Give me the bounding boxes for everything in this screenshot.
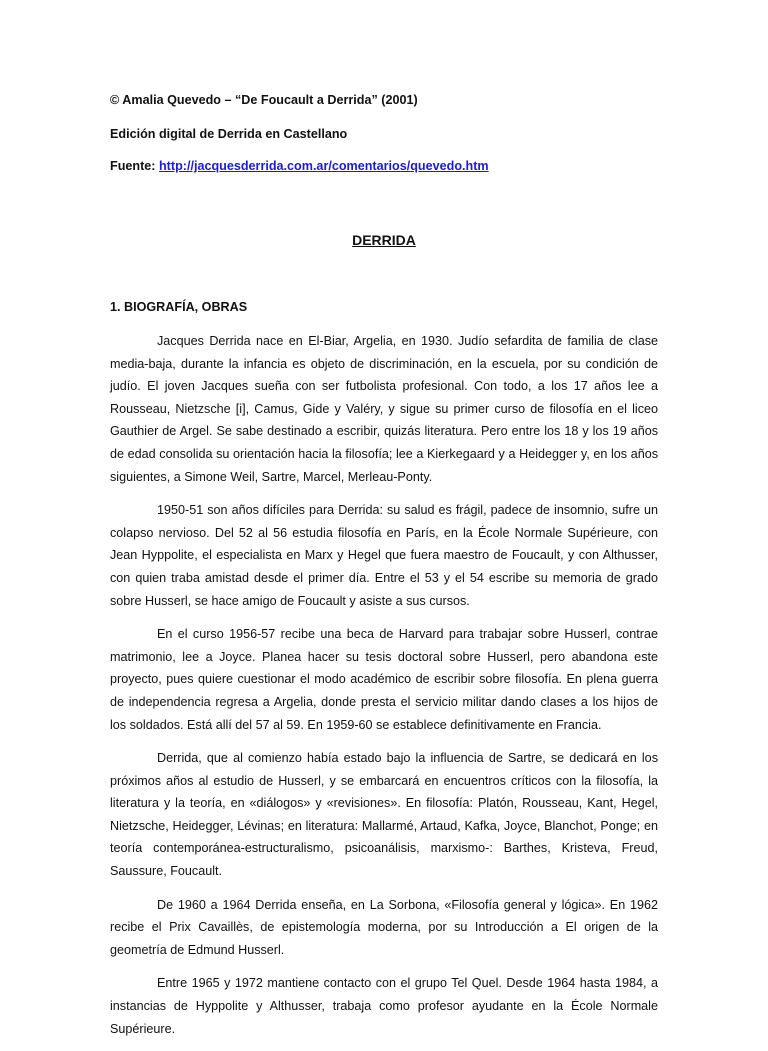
source-label: Fuente: — [110, 159, 156, 173]
paragraph-2: 1950-51 son años difíciles para Derrida: su salud es frágil, padece de insomnio, sufre un colapso nervioso. Del 52 al 56 estudia filosofía en París, en la École Normale Supérieure, con Jean Hyppolite, el especialista en Marx y Hegel que fuera maestro de Foucault, y con Althusser, con quien traba amistad desde el primer día. Entre el 53 y el 54 escribe su memoria de grado sobre Husserl, se hace amigo de Foucault y asiste a sus cursos. — [110, 503, 658, 608]
source-line — [110, 158, 489, 174]
page-title: DERRIDA — [352, 232, 416, 248]
copyright-line: © Amalia Quevedo – “De Foucault a Derrida” (2001) — [110, 93, 418, 107]
paragraph-3: En el curso 1956-57 recibe una beca de Harvard para trabajar sobre Husserl, contrae matrimonio, lee a Joyce. Planea hacer su tesis doctoral sobre Husserl, pero abandona este proyecto, pues quiere cuestionar el modo académico de escribir sobre filosofía. En plena guerra de independencia regresa a Argelia, donde presta el servicio militar dando clases a los hijos de los soldados. Está allí del 57 al 59. En 1959-60 se establece definitivamente en Francia. — [110, 627, 658, 732]
section-heading: 1. BIOGRAFÍA, OBRAS — [110, 300, 248, 314]
source-link[interactable]: http://jacquesderrida.com.ar/comentarios/quevedo.htm — [158, 159, 489, 173]
edition-line: Edición digital de Derrida en Castellano — [110, 127, 348, 141]
paragraph-1: Jacques Derrida nace en El-Biar, Argelia, en 1930. Judío sefardita de familia de clase media-baja, durante la infancia es objeto de discriminación, en la escuela, por su condición de judío. El joven Jacques sueña con ser futbolista profesional. Con todo, a los 17 años lee a Rousseau, Nietzsche [i], Camus, Gide y Valéry, y sigue su primer curso de filosofía en el liceo Gauthier de Argel. Se sabe destinado a escribir, quizás literatura. Pero entre los 18 y los 19 años de edad consolida su orientación hacia la filosofía; lee a Kierkegaard y a Heidegger y, en los años siguientes, a Simone Weil, Sartre, Marcel, Merleau-Ponty. — [110, 334, 658, 484]
paragraph-6: Entre 1965 y 1972 mantiene contacto con el grupo Tel Quel. Desde 1964 hasta 1984, a instancias de Hyppolite y Althusser, trabaja como profesor ayudante en la École Normale Supérieure. — [110, 976, 658, 1036]
paragraph-5: De 1960 a 1964 Derrida enseña, en La Sorbona, «Filosofía general y lógica». En 1962 recibe el Prix Cavaillès, de epistemología moderna, por su Introducción a El origen de la geometría de Edmund Husserl. — [110, 897, 658, 957]
paragraph-4: Derrida, que al comienzo había estado bajo la influencia de Sartre, se dedicará en los próximos años al estudio de Husserl, y se embarcará en encuentros críticos con la filosofía, la literatura y la teoría, en «diálogos» y «revisiones». En filosofía: Platón, Rousseau, Kant, Hegel, Nietzsche, Heidegger, Lévinas; en literatura: Mallarmé, Artaud, Kafka, Joyce, Blanchot, Ponge; en teoría contemporánea-estructuralismo, psicoanálisis, marxismo-: Barthes, Kristeva, Freud, Saussure, Foucault. — [110, 751, 658, 879]
body-text — [110, 330, 658, 1051]
